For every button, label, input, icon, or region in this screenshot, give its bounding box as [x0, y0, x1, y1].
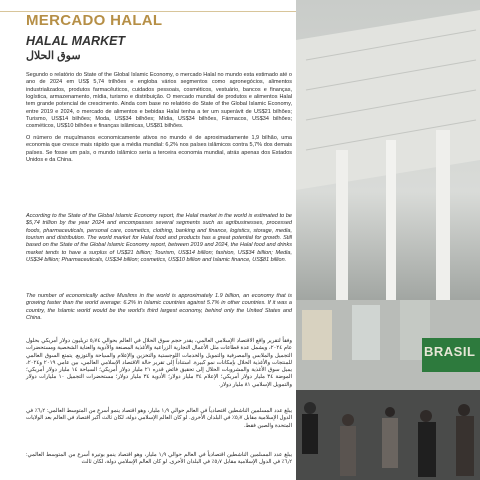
paragraph-english-2: The number of economically active Muslims in the world is approximately 1.9 billion, an economy that is growing faster than the world average: 6.2% in Islamic countries against 5.7% in other countries. If it was a country, the Islamic world would be the world's third largest economy, behind only the United States and China. [26, 293, 292, 322]
brasil-sign-text: BRASIL [424, 344, 476, 359]
trade-fair-photo [296, 0, 480, 480]
paragraph-english-1: According to the State of the Global Islamic Economy report, the Halal market in the world is estimated to be $5,74 trillion by the year 2024 and encompasses several segments such as agribusinesses, processed foods, pharmaceuticals, personal care, cosmetics, clothing, banking and finance, logistics, storage, media, tourism and distribution. The world market for Halal food and products has a great potential for growth. Still based on the State of the Global Islamic Economy report, between 2019 and 2024, the Halal food and drinks market tends to have a surplus of US$21 billion; Tourism, US$14 billion; fashion, US$34 billion; Media, US$34 billion; Pharmaceuticals, US$34 billion; cosmetics, US$10 billion and Islamic finance, US$81 billion. [26, 213, 292, 264]
section-title-arabic: سوق الحلال [26, 50, 81, 62]
paragraph-portuguese-2: O número de muçulmanos economicamente ativos no mundo é de aproximadamente 1,9 bilhão, uma economia que cresce mais rápido que a média mundial: 6,2% nos países islâmicos contra 5,7% dos demais países. Se fosse um país, o mundo islâmico seria a terceira economia mundial, atrás apenas dos Estados Unidos e da China. [26, 135, 292, 164]
paragraph-arabic-3: يبلغ عدد المسلمين الناشطين اقتصادياً في العالم حوالي ١٫٩ مليار، وهو اقتصاد ينمو بوتيرة أسرع من المتوسط العالمي: ٦٫٢٪ في الدول الإسلامية مقابل ٥٫٧٪ في البلدان الأخرى. لو كان العالم الإسلامي دولة، لكان ثالث [26, 452, 292, 466]
section-title-english: HALAL MARKET [26, 34, 126, 48]
paragraph-arabic-2: يبلغ عدد المسلمين الناشطين اقتصادياً في العالم حوالي ١٫٩ مليار، وهو اقتصاد ينمو أسرع من المتوسط العالمي: ٦٫٢٪ في الدول الإسلامية مقابل ٥٫٧٪ في البلدان الأخرى. لو كان العالم الإسلامي دولة، لكان ثالث أكبر اقتصاد في العالم بعد الولايات المتحدة والصين فقط. [26, 408, 293, 429]
trade-fair-illustration [296, 0, 480, 480]
paragraph-portuguese-1: Segundo o relatório do State of the Global Islamic Economy, o mercado Halal no mundo esta estimado até o ano de 2024 em US$ 5,74 trilhões e engloba vários segmentos como agronegócios, alimentos industrializados, produtos farmacêuticos, cuidados pessoais, cosméticos, vestuário, bancos e finanças, logística, armazenamento, mídia, turismo e distribuição. O mercado mundial de produtos e alimentos Halal tem grande potencial de crescimento. Ainda com base no relatório do State of the Global Islamic Economy, entre 2019 e 2024, o mercado de alimentos e bebidas Halal tenha a ter um superávit de US$21 bilhões; Turismo, US$14 bilhões; Moda, US$34 bilhões; Mídia, US$34 bilhões, Fármacos, US$34 bilhões; cosméticos, US$10 bilhões e finanças islâmicas, US$81 bilhões. [26, 72, 292, 130]
section-title-portuguese: MERCADO HALAL [26, 12, 163, 29]
paragraph-arabic-1: وفقاً لتقرير واقع الاقتصاد الإسلامي العالمي، يقدر حجم سوق الحلال في العالم بحوالي ٥٫٧٤ تريليون دولار أمريكي بحلول عام ٢٠٢٤، ويشمل عدة قطاعات مثل الأعمال التجارية الزراعية والأغذية المصنعة والأدوية والعناية الشخصية ومستحضرات التجميل والملابس والمصرفية والتمويل والخدمات اللوجستية والتخزين والإعلام والسياحة والتوزيع. يتمتع السوق العالمي للمنتجات والأغذية الحلال بإمكانات نمو كبيرة. استناداً إلى تقرير حالة الاقتصاد الإسلامي العالمي، بين عامي ٢٠١٩ و٢٠٢٤، يميل سوق الأغذية والمشروبات الحلال إلى تحقيق فائض قدره ٢١ مليار دولار أمريكي؛ السياحة ١٤ مليار دولار أمريكي؛ الموضة ٣٤ مليار دولار أمريكي؛ الإعلام ٣٤ مليار دولار؛ الأدوية ٣٤ مليار دولار؛ مستحضرات التجميل ١٠ مليارات دولار والتمويل الإسلامي ٨١ مليار دولار. [26, 338, 293, 388]
